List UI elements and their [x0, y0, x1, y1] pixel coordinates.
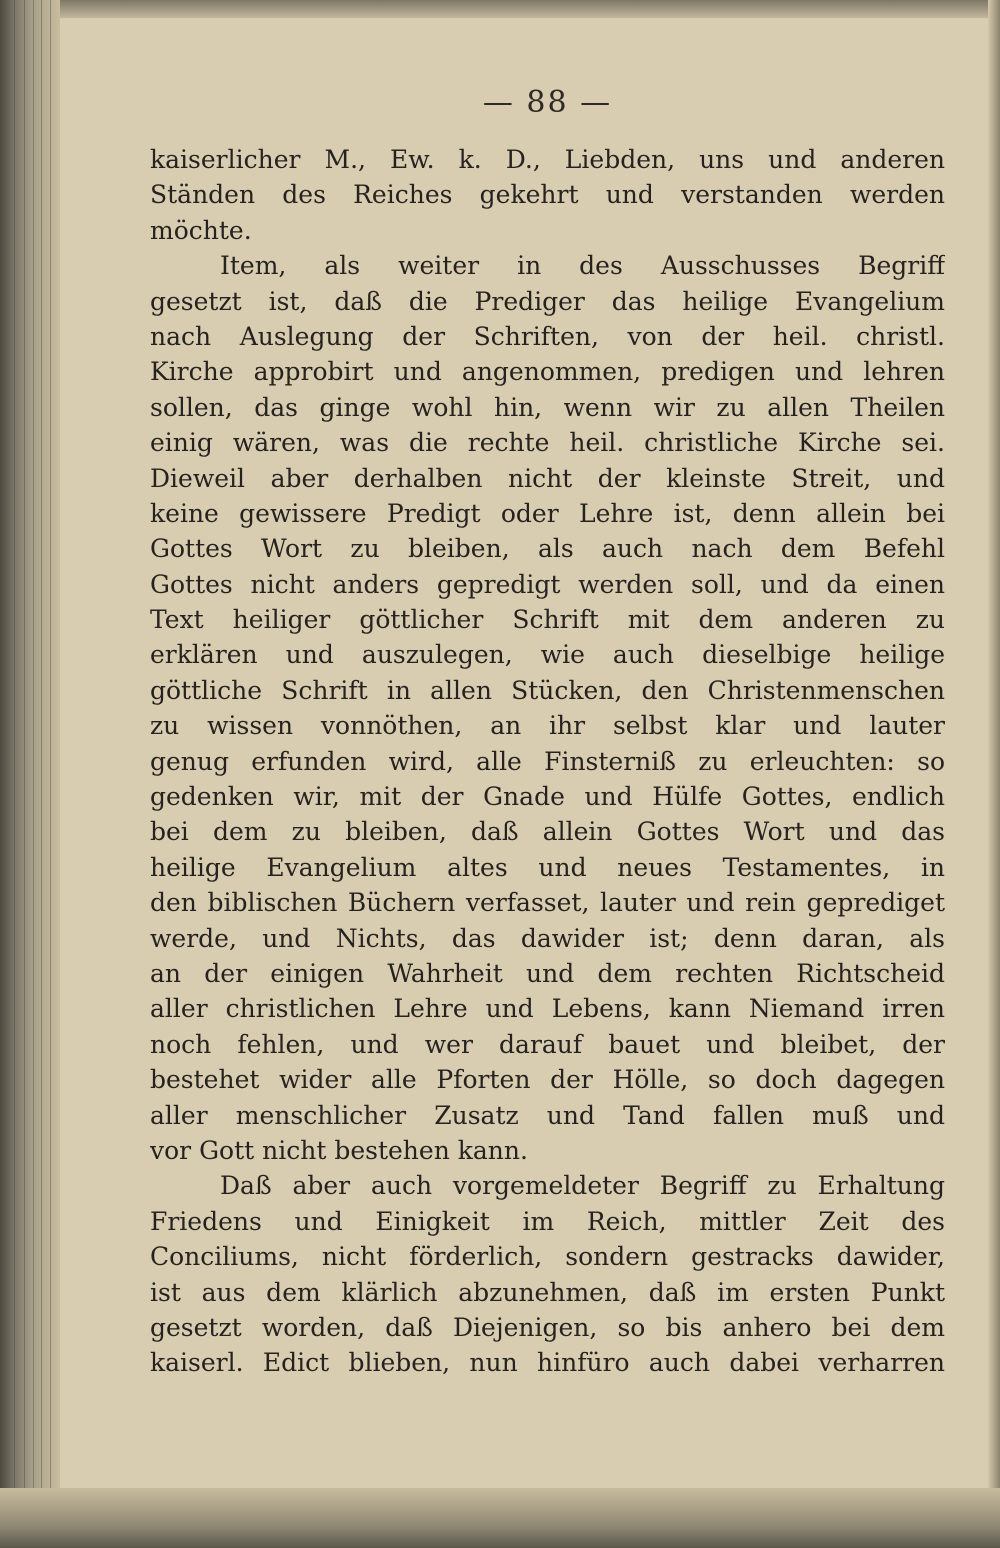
text-line: gedenken wir, mit der Gnade und Hülfe Gottes, endlich [150, 782, 945, 812]
text-line: gesetzt worden, daß Diejenigen, so bis anhero bei dem [150, 1312, 945, 1342]
text-line: bestehet wider alle Pforten der Hölle, so doch dagegen [150, 1065, 945, 1095]
text-line: bei dem zu bleiben, daß allein Gottes Wort und das [150, 817, 945, 847]
page-edge-line [50, 0, 51, 1548]
text-line: Gottes nicht anders gepredigt werden soll, und da einen [150, 569, 945, 599]
paragraph-start-line: Daß aber auch vorgemeldeter Begriff zu Erhaltung [220, 1171, 945, 1201]
text-line: werde, und Nichts, das dawider ist; denn daran, als [150, 923, 945, 953]
page-top-edge [0, 0, 1000, 18]
text-line: Kirche approbirt und angenommen, predigen und lehren [150, 357, 945, 387]
text-line: Dieweil aber derhalben nicht der kleinste Streit, und [150, 463, 945, 493]
text-block [150, 78, 945, 1381]
book-spine-edge [0, 0, 60, 1548]
text-line: kaiserlicher M., Ew. k. D., Liebden, uns und anderen [150, 145, 945, 174]
text-line: nach Auslegung der Schriften, von der heil. christl. [150, 321, 945, 351]
text-line: den biblischen Büchern verfasset, lauter und rein geprediget [150, 888, 945, 918]
page-number: — 88 — [482, 85, 613, 120]
text-line: Gottes Wort zu bleiben, als auch nach dem Befehl [150, 534, 945, 564]
text-line: aller menschlicher Zusatz und Tand fallen muß und [150, 1100, 945, 1130]
text-line: aller christlichen Lehre und Lebens, kann Niemand irren [150, 994, 945, 1024]
text-line: zu wissen vonnöthen, an ihr selbst klar und lauter [150, 711, 945, 741]
text-line: möchte. [150, 215, 252, 245]
text-line: kaiserl. Edict blieben, nun hinfüro auch dabei verharren [150, 1348, 945, 1378]
text-line: sollen, das ginge wohl hin, wenn wir zu allen Theilen [150, 392, 945, 422]
text-line: genug erfunden wird, alle Finsterniß zu erleuchten: so [150, 746, 945, 776]
text-line: einig wären, was die rechte heil. christliche Kirche sei. [150, 428, 945, 458]
text-line: Conciliums, nicht förderlich, sondern gestracks dawider, [150, 1242, 945, 1272]
paragraph-start-line: Item, als weiter in des Ausschusses Begriff [220, 251, 945, 281]
text-line: an der einigen Wahrheit und dem rechten Richtscheid [150, 958, 945, 988]
text-line: gesetzt ist, daß die Prediger das heilige Evangelium [150, 286, 945, 316]
page-bottom-edge [0, 1488, 1000, 1548]
text-line: Text heiliger göttlicher Schrift mit dem anderen zu [150, 605, 945, 635]
page-right-edge [988, 0, 1000, 1548]
page-edge-line [33, 0, 34, 1548]
page-edge-line [14, 0, 15, 1548]
page-edge-line [24, 0, 25, 1548]
text-line: göttliche Schrift in allen Stücken, den Christenmenschen [150, 675, 945, 705]
text-line: noch fehlen, und wer darauf bauet und bleibet, der [150, 1029, 945, 1059]
text-line: keine gewissere Predigt oder Lehre ist, denn allein bei [150, 498, 945, 528]
text-line: ist aus dem klärlich abzunehmen, daß im ersten Punkt [150, 1277, 945, 1307]
text-line: vor Gott nicht bestehen kann. [150, 1135, 528, 1165]
text-line: Ständen des Reiches gekehrt und verstanden werden [150, 180, 945, 210]
page-edge-line [41, 0, 42, 1548]
text-line: Friedens und Einigkeit im Reich, mittler Zeit des [150, 1206, 945, 1236]
text-line: erklären und auszulegen, wie auch dieselbige heilige [150, 640, 945, 670]
text-line: heilige Evangelium altes und neues Testamentes, in [150, 852, 945, 882]
